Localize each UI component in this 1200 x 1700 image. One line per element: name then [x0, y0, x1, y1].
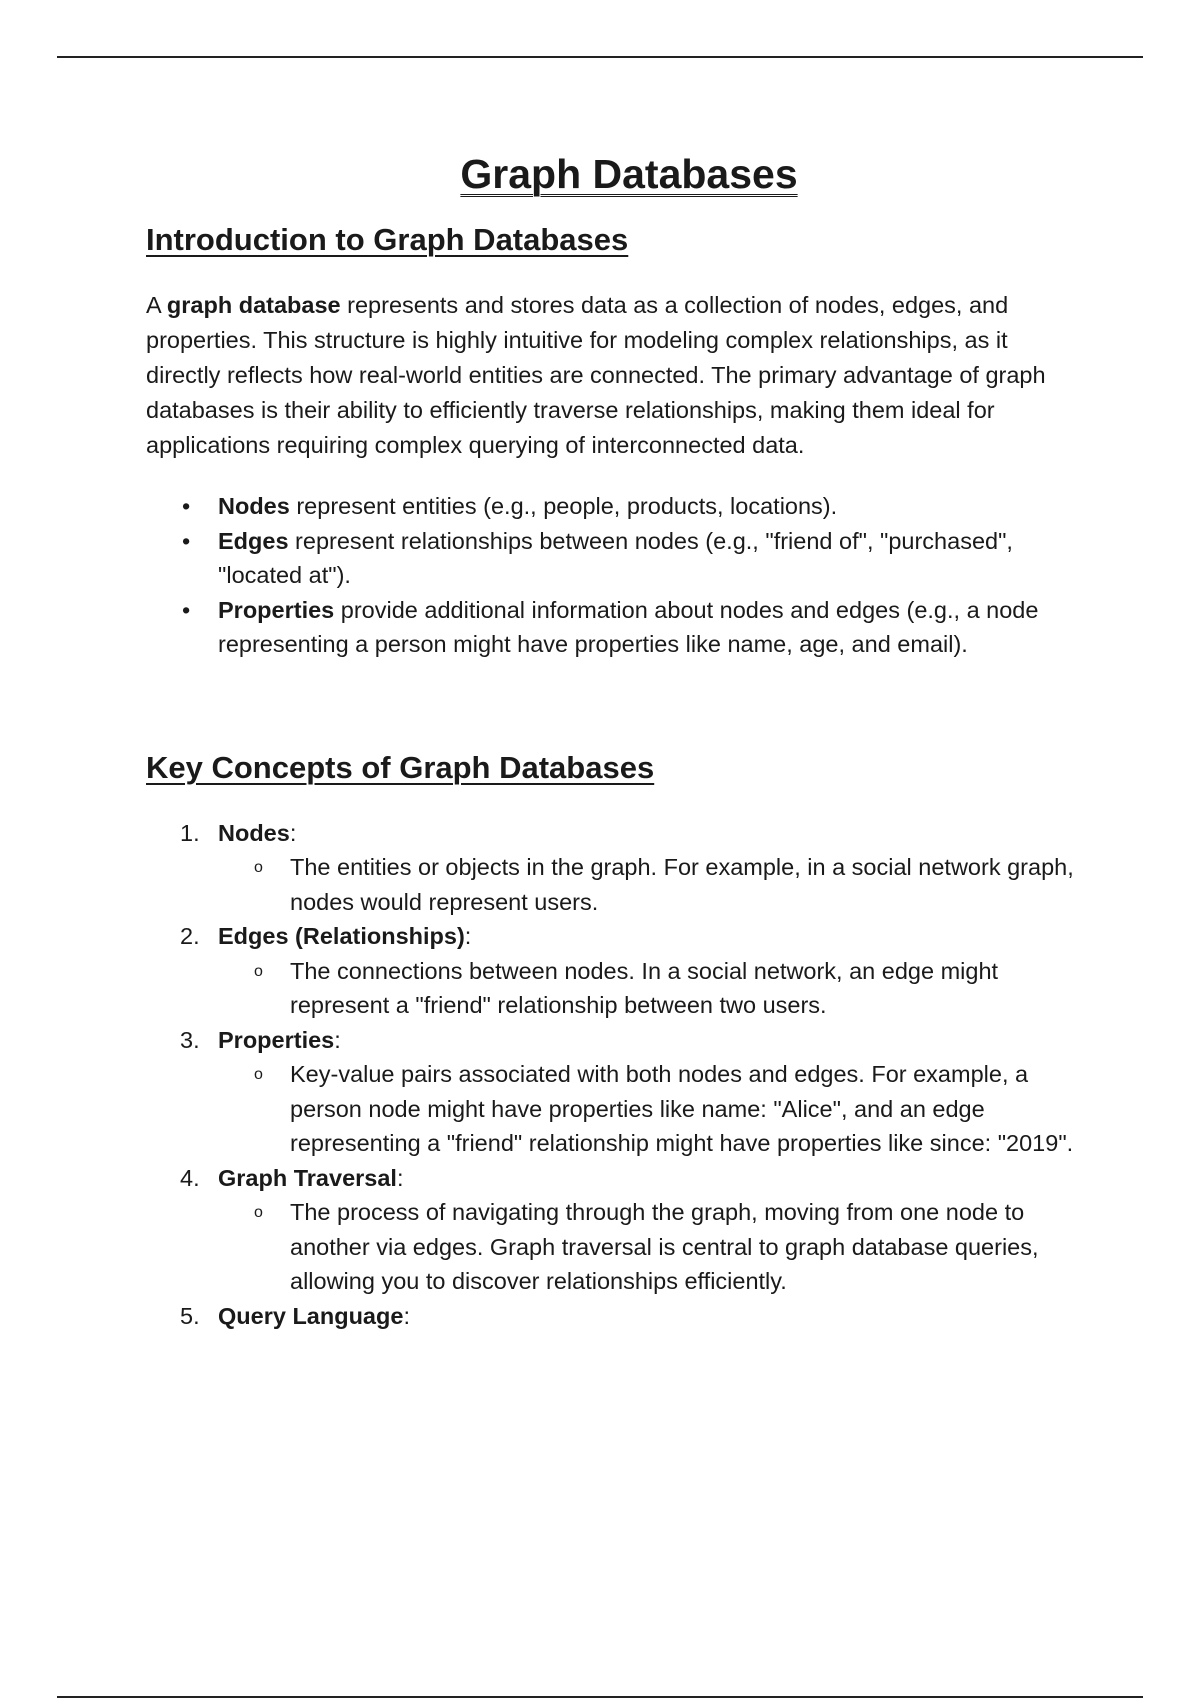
circle-bullet-icon: o — [254, 1066, 263, 1083]
list-item: 3. Properties: o Key-value pairs associated with both nodes and edges. For example, a person node might have properties like name: "Alice", and an edge representing a "friend" relationship might have properties like since: "2019". — [218, 1023, 1086, 1161]
list-number: 1. — [180, 819, 200, 846]
list-item: 5. Query Language: — [218, 1299, 1086, 1334]
key-concepts-list — [146, 816, 1086, 1334]
intro-paragraph: A graph database represents and stores data as a collection of nodes, edges, and properties. This structure is highly intuitive for modeling complex relationships, as it directly reflects how real-world entities are connected. The primary advantage of graph databases is their ability to efficiently traverse relationships, making them ideal for applications requiring complex querying of interconnected data. — [146, 292, 1046, 458]
circle-bullet-icon: o — [254, 962, 263, 980]
key-concepts-heading: Key Concepts of Graph Databases — [146, 749, 655, 785]
bullet-icon: • — [182, 596, 191, 623]
list-item: 1. Nodes: o The entities or objects in the graph. For example, in a social network graph, nodes would represent users. — [218, 816, 1086, 920]
list-item: • Properties provide additional information about nodes and edges (e.g., a node representing a person might have properties like name, age, and email). — [218, 593, 1086, 662]
sub-list — [218, 1195, 1086, 1299]
header-rule — [57, 56, 1143, 58]
bullet-icon: • — [182, 527, 191, 554]
list-number: 5. — [180, 1302, 200, 1329]
intro-heading: Introduction to Graph Databases — [146, 222, 629, 257]
intro-bold-term: graph database — [166, 292, 341, 318]
sub-list-item: o The entities or objects in the graph. For example, in a social network graph, nodes would represent users. — [290, 850, 1086, 919]
circle-bullet-icon: o — [254, 1204, 263, 1221]
sub-list — [218, 1057, 1086, 1161]
document-title: Graph Databases — [460, 151, 798, 197]
list-item: • Edges represent relationships between nodes (e.g., "friend of", "purchased", "located at"). — [218, 524, 1086, 593]
footer-rule — [57, 1696, 1143, 1698]
sub-list — [218, 954, 1086, 1023]
sub-list-item: o The process of navigating through the graph, moving from one node to another via edges. Graph traversal is central to graph database queries, allowing you to discover relationships efficiently. — [290, 1195, 1086, 1299]
intro-bullet-list — [146, 489, 1086, 662]
list-item: 4. Graph Traversal: o The process of navigating through the graph, moving from one node to another via edges. Graph traversal is central to graph database queries, allowing you to discover relationships efficiently. — [218, 1161, 1086, 1299]
circle-bullet-icon: o — [254, 859, 263, 876]
list-number: 3. — [180, 1026, 200, 1053]
list-item: 2. Edges (Relationships): o The connections between nodes. In a social network, an edge might represent a "friend" relationship between two users. — [218, 919, 1086, 1023]
bullet-icon: • — [182, 493, 191, 519]
document-body — [146, 140, 1086, 1333]
sub-list-item: o Key-value pairs associated with both nodes and edges. For example, a person node might have properties like name: "Alice", and an edge representing a "friend" relationship might have properties like since: "2019". — [290, 1057, 1086, 1161]
list-number: 2. — [180, 923, 200, 949]
sub-list-item: o The connections between nodes. In a social network, an edge might represent a "friend" relationship between two users. — [290, 954, 1086, 1023]
sub-list — [218, 850, 1086, 919]
list-number: 4. — [180, 1164, 200, 1191]
list-item: • Nodes represent entities (e.g., people, products, locations). — [218, 489, 1086, 524]
